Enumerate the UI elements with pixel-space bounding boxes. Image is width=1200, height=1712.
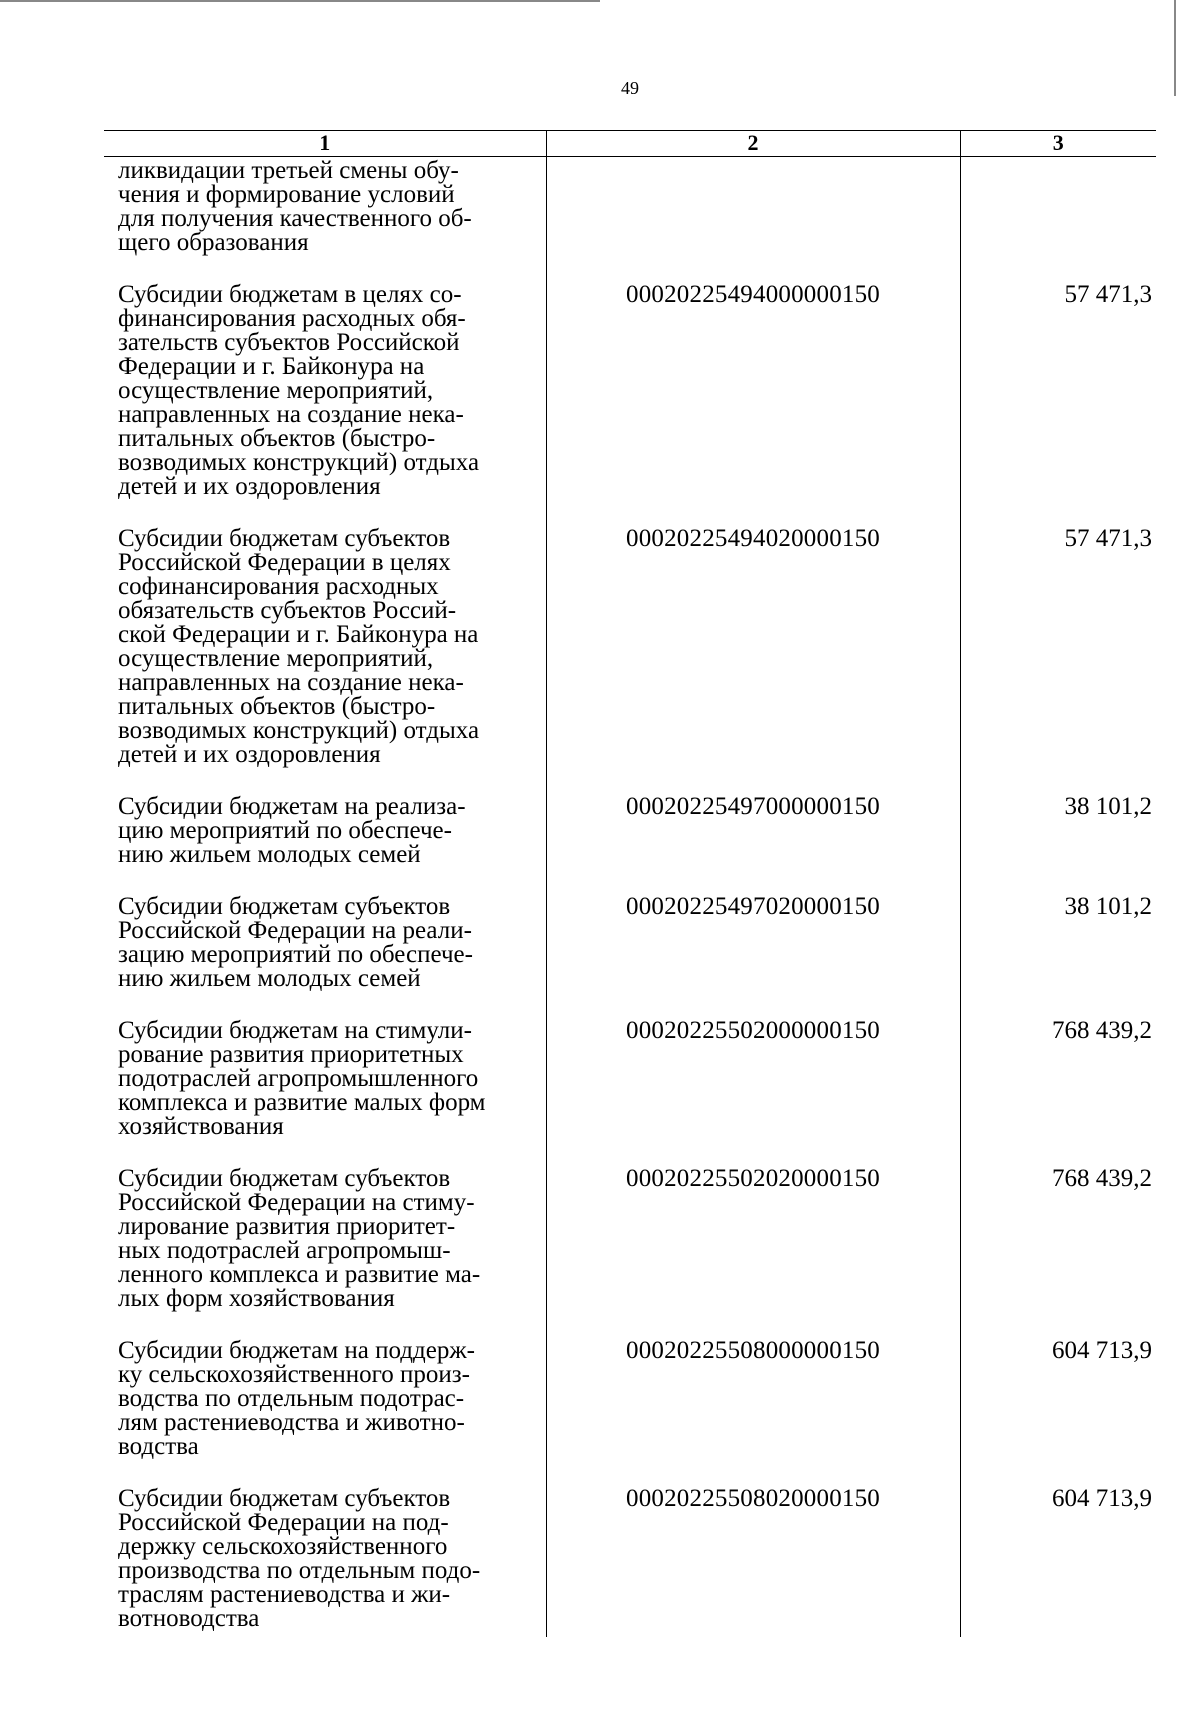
table-body — [104, 157, 1156, 1638]
description-line: хозяйствования — [118, 1113, 284, 1140]
page-number: 49 — [621, 78, 639, 98]
description-line: направленных на создание нека- — [118, 401, 464, 428]
column-header-2: 2 — [546, 131, 960, 157]
table-row — [104, 791, 1156, 891]
description-line: цию мероприятий по обеспече- — [118, 817, 452, 844]
description-line: ликвидации третьей смены обу- — [118, 157, 459, 184]
code-cell: 00020225508020000150 — [546, 1483, 960, 1637]
description-line: детей и их оздоровления — [118, 473, 381, 500]
description-line: Российской Федерации на под- — [118, 1509, 449, 1536]
description-cell — [104, 1483, 546, 1637]
code-cell: 00020225494020000150 — [546, 523, 960, 791]
description-line: Субсидии бюджетам субъектов — [118, 1165, 451, 1192]
amount-cell: 57 471,3 — [960, 523, 1156, 791]
amount-cell: 768 439,2 — [960, 1163, 1156, 1335]
description-line: осуществление мероприятий, — [118, 377, 434, 404]
code-cell: 00020225502000000150 — [546, 1015, 960, 1163]
description-cell — [104, 791, 546, 891]
description-line: подотраслей агропромышленного — [118, 1065, 479, 1092]
description-line: питальных объектов (быстро- — [118, 693, 436, 720]
code-cell: 00020225502020000150 — [546, 1163, 960, 1335]
description-cell — [104, 1163, 546, 1335]
amount-cell: 38 101,2 — [960, 791, 1156, 891]
description-line: направленных на создание нека- — [118, 669, 464, 696]
column-header-3: 3 — [960, 131, 1156, 157]
description-line: ленного комплекса и развитие ма- — [118, 1261, 481, 1288]
table-row — [104, 1163, 1156, 1335]
table-row — [104, 1015, 1156, 1163]
amount-cell: 604 713,9 — [960, 1483, 1156, 1637]
table-row — [104, 891, 1156, 1015]
description-line: финансирования расходных обя- — [118, 305, 466, 332]
amount-cell — [960, 157, 1156, 280]
description-line: Федерации и г. Байконура на — [118, 353, 425, 380]
description-line: Субсидии бюджетам субъектов — [118, 525, 451, 552]
description-line: обязательств субъектов Россий- — [118, 597, 457, 624]
amount-cell: 768 439,2 — [960, 1015, 1156, 1163]
description-cell — [104, 1335, 546, 1483]
table-row — [104, 1335, 1156, 1483]
description-line: Российской Федерации в целях — [118, 549, 451, 576]
description-line: водства по отдельным подотрас- — [118, 1385, 465, 1412]
description-line: лям растениеводства и животно- — [118, 1409, 465, 1436]
description-line: производства по отдельным подо- — [118, 1557, 481, 1584]
description-line: нию жильем молодых семей — [118, 841, 421, 868]
description-cell — [104, 279, 546, 523]
description-line: софинансирования расходных — [118, 573, 439, 600]
description-cell — [104, 523, 546, 791]
description-line: зацию мероприятий по обеспече- — [118, 941, 473, 968]
description-line: ных подотраслей агропромыш- — [118, 1237, 451, 1264]
description-line: щего образования — [118, 229, 309, 256]
description-line: Субсидии бюджетам субъектов — [118, 893, 451, 920]
description-line: детей и их оздоровления — [118, 741, 381, 768]
description-line: лых форм хозяйствования — [118, 1285, 395, 1312]
description-line: водства — [118, 1433, 199, 1460]
description-line: возводимых конструкций) отдыха — [118, 717, 480, 744]
description-cell — [104, 1015, 546, 1163]
budget-table — [104, 130, 1156, 1637]
table-row — [104, 1483, 1156, 1637]
code-cell: 00020225497020000150 — [546, 891, 960, 1015]
description-line: для получения качественного об- — [118, 205, 472, 232]
description-line: чения и формирование условий — [118, 181, 455, 208]
description-line: держку сельскохозяйственного — [118, 1533, 448, 1560]
description-line: Российской Федерации на стиму- — [118, 1189, 475, 1216]
scan-edge-top — [0, 0, 600, 2]
amount-cell: 38 101,2 — [960, 891, 1156, 1015]
code-cell — [546, 157, 960, 280]
description-line: зательств субъектов Российской — [118, 329, 460, 356]
table-row — [104, 157, 1156, 280]
description-cell — [104, 157, 546, 280]
description-line: Субсидии бюджетам субъектов — [118, 1485, 451, 1512]
table-row — [104, 279, 1156, 523]
description-line: Субсидии бюджетам на поддерж- — [118, 1337, 475, 1364]
description-line: Российской Федерации на реали- — [118, 917, 472, 944]
description-line: вотноводства — [118, 1605, 260, 1632]
description-line: осуществление мероприятий, — [118, 645, 434, 672]
amount-cell: 57 471,3 — [960, 279, 1156, 523]
description-line: Субсидии бюджетам в целях со- — [118, 281, 462, 308]
code-cell: 00020225497000000150 — [546, 791, 960, 891]
description-line: возводимых конструкций) отдыха — [118, 449, 480, 476]
table-header — [104, 131, 1156, 157]
description-line: ку сельскохозяйственного произ- — [118, 1361, 470, 1388]
amount-cell: 604 713,9 — [960, 1335, 1156, 1483]
description-line: ской Федерации и г. Байконура на — [118, 621, 479, 648]
description-cell — [104, 891, 546, 1015]
description-line: рование развития приоритетных — [118, 1041, 464, 1068]
description-line: лирование развития приоритет- — [118, 1213, 456, 1240]
code-cell: 00020225508000000150 — [546, 1335, 960, 1483]
description-line: комплекса и развитие малых форм — [118, 1089, 486, 1116]
description-line: Субсидии бюджетам на реализа- — [118, 793, 466, 820]
description-line: питальных объектов (быстро- — [118, 425, 436, 452]
column-header-1: 1 — [104, 131, 546, 157]
description-line: нию жильем молодых семей — [118, 965, 421, 992]
header-row — [104, 131, 1156, 157]
table-row — [104, 523, 1156, 791]
description-line: Субсидии бюджетам на стимули- — [118, 1017, 472, 1044]
code-cell: 00020225494000000150 — [546, 279, 960, 523]
description-line: траслям растениеводства и жи- — [118, 1581, 451, 1608]
